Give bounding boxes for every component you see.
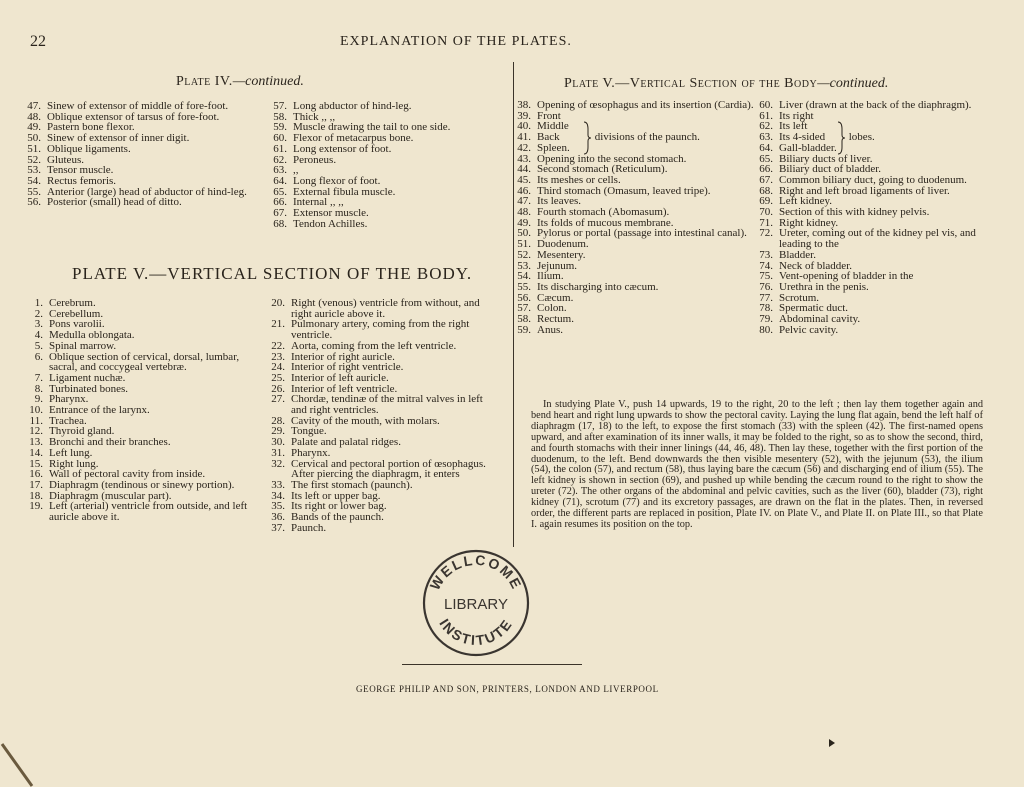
item-number: 50. (27, 132, 41, 145)
item-number: 53. (27, 164, 41, 177)
item-text: Anterior (large) head of abductor of hind-leg. (47, 185, 247, 198)
item-number: 80. (759, 323, 773, 336)
item-number: 51. (517, 238, 531, 251)
item-text: Entrance of the larynx. (49, 404, 150, 417)
item-text: Left lung. (49, 446, 93, 459)
item-text: Its discharging into cæcum. (537, 280, 659, 293)
footer-rule (402, 664, 582, 665)
item-number: 58. (517, 313, 531, 326)
item-text: Its folds of mucous membrane. (537, 216, 674, 229)
brace-lobes-label: lobes. (848, 131, 875, 143)
item-text: Cerebellum. (49, 307, 104, 320)
item-number: 37. (271, 521, 285, 534)
item-text: Long abductor of hind-leg. (293, 100, 412, 112)
item-number: 52. (517, 248, 531, 261)
item-text: Paunch. (291, 521, 327, 534)
item-number: 77. (759, 291, 773, 304)
list-item (22, 144, 260, 155)
list-item (268, 219, 506, 230)
item-number: 65. (759, 152, 773, 165)
item-number: 70. (759, 206, 773, 219)
item-text: Right and left broad ligaments of liver. (779, 184, 950, 197)
item-number: 58. (273, 110, 287, 123)
item-number: 18. (29, 489, 43, 502)
item-number: 74. (759, 259, 773, 272)
item-text: Pelvic cavity. (779, 323, 839, 336)
item-number: 64. (759, 141, 773, 154)
item-number: 48. (27, 110, 41, 123)
item-text: Anus. (537, 323, 563, 336)
item-text: Diaphragm (tendinous or sinewy portion). (49, 478, 235, 491)
item-text: Vent-opening of bladder in the (779, 270, 914, 283)
item-number: 22. (271, 339, 285, 352)
item-number: 57. (273, 100, 287, 112)
list-item (24, 448, 262, 459)
item-text: Trachea. (49, 414, 87, 427)
item-number: 12. (29, 425, 43, 438)
item-text: Interior of left ventricle. (291, 382, 398, 395)
item-text: Right lung. (49, 457, 99, 470)
item-number: 39. (517, 109, 531, 122)
item-text: Flexor of metacarpus bone. (293, 132, 414, 145)
item-number: 53. (517, 259, 531, 272)
item-text: External fibula muscle. (293, 185, 396, 198)
item-text: Rectus femoris. (47, 174, 117, 187)
item-text: Left kidney. (779, 195, 833, 208)
item-number: 26. (271, 382, 285, 395)
list-item (266, 459, 500, 480)
plate4-heading (176, 74, 304, 90)
item-text: Cerebrum. (49, 297, 96, 309)
item-text: Pons varolii. (49, 318, 105, 331)
item-number: 49. (517, 216, 531, 229)
item-text: Ureter, coming out of the kidney pel vis, and leading to the (779, 227, 976, 251)
item-number: 47. (517, 195, 531, 208)
item-number: 17. (29, 478, 43, 491)
library-stamp (420, 545, 532, 657)
item-number: 73. (759, 248, 773, 261)
plate5-left-list (24, 298, 262, 523)
item-number: 29. (271, 425, 285, 438)
item-text: Pylorus or portal (passage into intestinal canal). (537, 227, 747, 240)
item-text: Long flexor of foot. (293, 174, 381, 187)
item-number: 55. (27, 185, 41, 198)
item-text: Turbinated bones. (49, 382, 129, 395)
stamp-top-text: WELLCOME (426, 551, 526, 593)
item-text: Aorta, coming from the left ventricle. (291, 339, 457, 352)
list-item (24, 501, 262, 522)
item-number: 52. (27, 153, 41, 166)
item-number: 38. (517, 99, 531, 111)
plate5-cont-continued: —continued. (817, 76, 889, 91)
list-item (266, 298, 500, 319)
item-text: Pharynx. (49, 393, 89, 406)
item-number: 47. (27, 100, 41, 112)
item-text: Biliary ducts of liver. (779, 152, 873, 165)
item-number: 20. (271, 297, 285, 309)
item-text: Thick ,, ,, (293, 110, 336, 123)
item-number: 31. (271, 446, 285, 459)
item-number: 65. (273, 185, 287, 198)
list-item (268, 155, 506, 166)
item-number: 8. (34, 382, 43, 395)
item-text: Urethra in the penis. (779, 280, 869, 293)
list-item (512, 325, 754, 336)
brace-paunch-label: divisions of the paunch. (594, 131, 700, 143)
item-text: Interior of left auricle. (291, 371, 389, 384)
item-number: 6. (34, 350, 43, 363)
item-number: 46. (517, 184, 531, 197)
item-text: Second stomach (Reticulum). (537, 163, 668, 176)
item-number: 63. (759, 131, 773, 144)
item-text: Muscle drawing the tail to one side. (293, 121, 451, 134)
item-number: 7. (34, 371, 43, 384)
page-corner-mark (0, 742, 40, 787)
item-number: 27. (271, 393, 285, 406)
svg-text:WELLCOME (427, 552, 526, 593)
list-item (754, 325, 990, 336)
plate4-left-list (22, 101, 260, 208)
running-title: EXPLANATION OF THE PLATES. (340, 34, 572, 49)
item-text: Medulla oblongata. (49, 329, 135, 342)
item-text: Front (537, 109, 561, 122)
item-text: Liver (drawn at the back of the diaphragm). (779, 99, 972, 111)
item-text: Peroneus. (293, 153, 337, 166)
item-text: Common biliary duct, going to duodenum. (779, 173, 967, 186)
item-number: 2. (34, 307, 43, 320)
item-text: Wall of pectoral cavity from inside. (49, 468, 206, 481)
item-text: Sinew of extensor of inner digit. (47, 132, 190, 145)
item-number: 75. (759, 270, 773, 283)
item-number: 5. (34, 339, 43, 352)
item-text: Oblique section of cervical, dorsal, lumbar, sacral, and coccygeal vertebræ. (49, 350, 240, 374)
item-number: 68. (273, 217, 287, 230)
item-text: Colon. (537, 302, 567, 315)
item-text: Right (venous) ventricle from without, and right auricle above it. (291, 297, 480, 320)
item-number: 44. (517, 163, 531, 176)
item-number: 50. (517, 227, 531, 240)
item-text: Oblique ligaments. (47, 142, 131, 155)
item-text: Sinew of extensor of middle of fore-foot. (47, 100, 229, 112)
item-number: 34. (271, 489, 285, 502)
printer-imprint: GEORGE PHILIP AND SON, PRINTERS, LONDON AND LIVERPOOL (356, 684, 659, 694)
item-text: Its leaves. (537, 195, 581, 208)
item-number: 69. (759, 195, 773, 208)
item-text: Duodenum. (537, 238, 589, 251)
item-text: Its left (779, 120, 808, 133)
item-text: Tendon Achilles. (293, 217, 368, 230)
item-number: 68. (759, 184, 773, 197)
item-text: Bands of the paunch. (291, 511, 384, 524)
item-number: 43. (517, 152, 531, 165)
play-arrow-icon (828, 738, 836, 748)
item-number: 24. (271, 361, 285, 374)
list-item (268, 144, 506, 155)
item-text: Bronchi and their branches. (49, 436, 171, 449)
paragraph-text: In studying Plate V., push 14 upwards, 19 to the right, 20 to the left ; then lay them together again and bend heart and right lung upwards to show the pectoral cavity. Laying the lung flat again, bend the left half of diaphragm (17, 18) to the left, to expose the first stomach (33) with the spleen (42). The first-named opens upward, and after examination of its inner walls, it may be folded to the right, so as to show the second, third, and fourth stomachs with their inner linings (44, 46, 48). Then lay these, together with the first portion of the duodenum, to the left. Bend downwards the then visible mesentery (52), with the jejunum (53), the ilium (54), the colon (57), and rectum (58), thus laying bare the cæcum (56) and discharging end of ilium (55). The left kidney is shown in section (69), and pushed up while bending the cæcum round to the right to show the ureter (72). The other organs of the abdominal and pelvic cavities, such as the liver (60), bladder (73), right kidney (71), scrotum (77) and its excretory passages, are drawn on the flat in the plates. Then, in reversed order, the different parts are replaced in position, Plate IV. on Plate V., and Plate II. on Plate III., so that Plate I. again resumes its position on the top. (531, 399, 983, 530)
item-text: Fourth stomach (Abomasum). (537, 206, 670, 219)
item-number: 19. (29, 500, 43, 513)
page-number: 22 (30, 33, 46, 50)
item-number: 23. (271, 350, 285, 363)
plate5-cont-title: Plate V.—Vertical Section of the Body (564, 76, 818, 91)
item-number: 30. (271, 436, 285, 449)
item-number: 32. (271, 457, 285, 470)
item-text: Ilium. (537, 270, 564, 283)
item-number: 40. (517, 120, 531, 133)
item-number: 49. (27, 121, 41, 134)
item-text: Diaphragm (muscular part). (49, 489, 172, 502)
item-number: 1. (34, 297, 43, 309)
item-number: 62. (759, 120, 773, 133)
item-number: 60. (273, 132, 287, 145)
item-number: 9. (34, 393, 43, 406)
item-text: Opening of œsophagus and its insertion (Cardia). (537, 99, 754, 111)
item-number: 59. (273, 121, 287, 134)
item-text: Bladder. (779, 248, 816, 261)
plate4-title: Plate IV. (176, 74, 233, 89)
plate4-right-list (268, 101, 506, 229)
item-number: 61. (273, 142, 287, 155)
item-text: Pharynx. (291, 446, 331, 459)
item-number: 56. (27, 196, 41, 209)
item-text: Third stomach (Omasum, leaved tripe). (537, 184, 711, 197)
list-item (754, 250, 990, 261)
item-text: Tongue. (291, 425, 327, 438)
item-text: Opening into the second stomach. (537, 152, 687, 165)
list-item (512, 250, 754, 261)
item-text: Spleen. (537, 141, 570, 154)
svg-text:INSTITUTE (436, 615, 515, 648)
item-text: Posterior (small) head of ditto. (47, 196, 182, 209)
item-text: Cæcum. (537, 291, 574, 304)
plate5-middle-list (266, 298, 500, 533)
item-text: Left (arterial) ventricle from outside, and left auricle above it. (49, 500, 248, 524)
item-number: 41. (517, 131, 531, 144)
item-number: 54. (27, 174, 41, 187)
item-text: Right kidney. (779, 216, 839, 229)
plate5-title: PLATE V.—VERTICAL SECTION OF THE BODY. (72, 264, 473, 283)
item-number: 72. (759, 227, 773, 240)
item-number: 61. (759, 109, 773, 122)
item-text: Pastern bone flexor. (47, 121, 135, 134)
item-number: 51. (27, 142, 41, 155)
item-text: Interior of right ventricle. (291, 361, 404, 374)
item-number: 21. (271, 318, 285, 331)
item-number: 16. (29, 468, 43, 481)
item-number: 60. (759, 99, 773, 111)
item-text: Its right (779, 109, 814, 122)
item-number: 45. (517, 173, 531, 186)
item-text: Spinal marrow. (49, 339, 117, 352)
list-item (22, 197, 260, 208)
plate5-cont-heading (564, 76, 888, 92)
item-text: Mesentery. (537, 248, 586, 261)
item-number: 78. (759, 302, 773, 315)
item-text: Scrotum. (779, 291, 820, 304)
item-number: 76. (759, 280, 773, 293)
item-text: Cervical and pectoral portion of œsophagus. After piercing the diaphragm, it enters (291, 457, 486, 481)
item-text: Pulmonary artery, coming from the right ventricle. (291, 318, 470, 342)
item-text: Long extensor of foot. (293, 142, 392, 155)
item-number: 36. (271, 511, 285, 524)
item-number: 48. (517, 206, 531, 219)
list-item (266, 319, 500, 340)
item-number: 55. (517, 280, 531, 293)
item-number: 35. (271, 500, 285, 513)
item-number: 67. (759, 173, 773, 186)
item-number: 67. (273, 207, 287, 220)
item-number: 3. (34, 318, 43, 331)
item-text: Jejunum. (537, 259, 578, 272)
item-text: Oblique extensor of tarsus of fore-foot. (47, 110, 220, 123)
item-text: Its meshes or cells. (537, 173, 621, 186)
item-text: Extensor muscle. (293, 207, 369, 220)
list-item (266, 394, 500, 415)
item-number: 4. (34, 329, 43, 342)
item-text: Palate and palatal ridges. (291, 436, 401, 449)
item-number: 25. (271, 371, 285, 384)
item-number: 71. (759, 216, 773, 229)
item-number: 13. (29, 436, 43, 449)
item-number: 56. (517, 291, 531, 304)
list-item (266, 448, 500, 459)
item-number: 62. (273, 153, 287, 166)
item-text: Middle (537, 120, 569, 133)
item-number: 79. (759, 313, 773, 326)
item-number: 10. (29, 404, 43, 417)
list-item (24, 341, 262, 352)
item-number: 28. (271, 414, 285, 427)
brace-lobes (836, 121, 875, 155)
plate4-continued: —continued. (232, 74, 304, 89)
item-text: Its left or upper bag. (291, 489, 381, 502)
list-item (24, 352, 262, 373)
item-text: Ligament nuchæ. (49, 371, 126, 384)
item-text: Internal ,, ,, (293, 196, 344, 209)
item-number: 42. (517, 141, 531, 154)
item-text: Its right or lower bag. (291, 500, 387, 513)
item-number: 59. (517, 323, 531, 336)
item-text: Rectum. (537, 313, 574, 326)
item-number: 66. (273, 196, 287, 209)
item-text: Gall-bladder. (779, 141, 837, 154)
brace-paunch (582, 121, 700, 155)
instruction-paragraph (531, 400, 983, 531)
item-text: Section of this with kidney pelvis. (779, 206, 930, 219)
item-number: 66. (759, 163, 773, 176)
item-text: Neck of bladder. (779, 259, 852, 272)
list-item (266, 523, 500, 534)
item-text: Thyroid gland. (49, 425, 115, 438)
brace-icon (582, 121, 592, 155)
item-text: Interior of right auricle. (291, 350, 395, 363)
list-item (754, 228, 990, 249)
item-number: 63. (273, 164, 287, 177)
item-text: Its 4-sided (779, 131, 826, 144)
item-number: 14. (29, 446, 43, 459)
item-text: Back (537, 131, 560, 144)
stamp-middle-text: LIBRARY (444, 596, 508, 613)
item-number: 15. (29, 457, 43, 470)
item-number: 64. (273, 174, 287, 187)
item-number: 33. (271, 478, 285, 491)
item-text: Cavity of the mouth, with molars. (291, 414, 440, 427)
item-text: The first stomach (paunch). (291, 478, 413, 491)
item-text: Chordæ, tendinæ of the mitral valves in left and right ventricles. (291, 393, 483, 417)
item-text: ,, (293, 164, 299, 177)
item-text: Abdominal cavity. (779, 313, 861, 326)
item-text: Spermatic duct. (779, 302, 849, 315)
brace-icon (836, 121, 846, 155)
item-number: 57. (517, 302, 531, 315)
item-number: 54. (517, 270, 531, 283)
item-text: Gluteus. (47, 153, 84, 166)
item-number: 11. (29, 414, 43, 427)
stamp-bottom-text: INSTITUTE (436, 615, 516, 649)
item-text: Biliary duct of bladder. (779, 163, 882, 176)
list-item (266, 341, 500, 352)
item-text: Tensor muscle. (47, 164, 114, 177)
